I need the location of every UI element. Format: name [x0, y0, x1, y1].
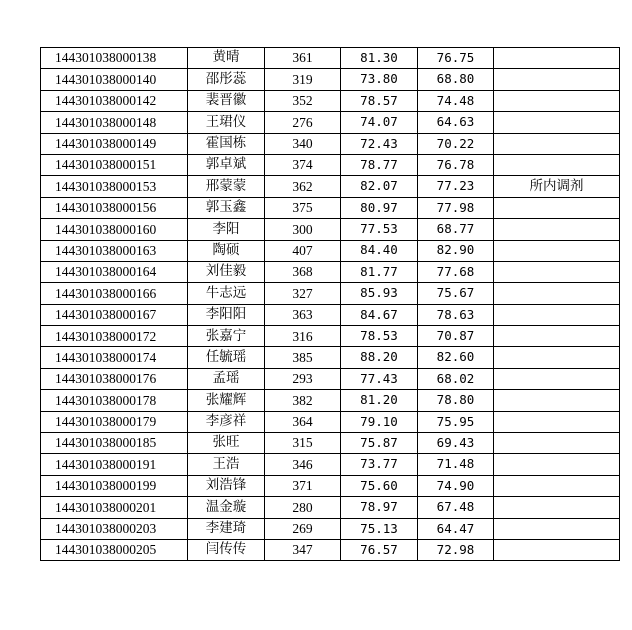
total-score-cell: 78.80: [418, 390, 494, 411]
table-row: [41, 154, 620, 175]
exam-score-cell: 346: [265, 454, 341, 475]
interview-score-cell: 78.57: [341, 90, 418, 111]
candidate-name-cell: 陶硕: [188, 240, 265, 261]
total-score-cell: 75.67: [418, 283, 494, 304]
remark-cell: [494, 304, 620, 325]
total-score-cell: 82.90: [418, 240, 494, 261]
exam-score-cell: 315: [265, 433, 341, 454]
total-score-cell: 64.47: [418, 518, 494, 539]
interview-score-cell: 77.43: [341, 368, 418, 389]
total-score-cell: 72.98: [418, 539, 494, 560]
total-score-cell: 68.77: [418, 219, 494, 240]
interview-score-cell: 81.77: [341, 261, 418, 282]
candidate-name-cell: 闫传传: [188, 539, 265, 560]
total-score-cell: 77.23: [418, 176, 494, 197]
interview-score-cell: 75.13: [341, 518, 418, 539]
interview-score-cell: 84.40: [341, 240, 418, 261]
candidate-name-cell: 王浩: [188, 454, 265, 475]
candidate-id-cell: 144301038000205: [41, 539, 188, 560]
interview-score-cell: 78.77: [341, 154, 418, 175]
candidate-id-cell: 144301038000153: [41, 176, 188, 197]
remark-cell: [494, 261, 620, 282]
remark-cell: [494, 219, 620, 240]
table-row: [41, 326, 620, 347]
remark-cell: [494, 197, 620, 218]
remark-cell: [494, 133, 620, 154]
candidate-id-cell: 144301038000138: [41, 48, 188, 69]
interview-score-cell: 73.77: [341, 454, 418, 475]
remark-cell: [494, 497, 620, 518]
table-row: [41, 69, 620, 90]
interview-score-cell: 81.20: [341, 390, 418, 411]
interview-score-cell: 78.53: [341, 326, 418, 347]
table-row: [41, 390, 620, 411]
candidate-name-cell: 王珺仪: [188, 112, 265, 133]
total-score-cell: 69.43: [418, 433, 494, 454]
table-row: [41, 48, 620, 69]
exam-score-cell: 316: [265, 326, 341, 347]
interview-score-cell: 79.10: [341, 411, 418, 432]
candidate-id-cell: 144301038000178: [41, 390, 188, 411]
candidate-name-cell: 张旺: [188, 433, 265, 454]
total-score-cell: 77.68: [418, 261, 494, 282]
interview-score-cell: 81.30: [341, 48, 418, 69]
total-score-cell: 64.63: [418, 112, 494, 133]
candidate-name-cell: 邵彤蕊: [188, 69, 265, 90]
candidate-id-cell: 144301038000164: [41, 261, 188, 282]
exam-score-cell: 327: [265, 283, 341, 304]
exam-score-cell: 269: [265, 518, 341, 539]
candidate-id-cell: 144301038000172: [41, 326, 188, 347]
candidate-name-cell: 牛志远: [188, 283, 265, 304]
exam-score-cell: 374: [265, 154, 341, 175]
total-score-cell: 67.48: [418, 497, 494, 518]
exam-score-cell: 363: [265, 304, 341, 325]
candidate-name-cell: 李建琦: [188, 518, 265, 539]
candidate-id-cell: 144301038000199: [41, 475, 188, 496]
exam-score-cell: 276: [265, 112, 341, 133]
interview-score-cell: 80.97: [341, 197, 418, 218]
candidate-id-cell: 144301038000185: [41, 433, 188, 454]
candidate-id-cell: 144301038000160: [41, 219, 188, 240]
interview-score-cell: 73.80: [341, 69, 418, 90]
candidate-name-cell: 邢蒙蒙: [188, 176, 265, 197]
candidate-id-cell: 144301038000166: [41, 283, 188, 304]
total-score-cell: 70.22: [418, 133, 494, 154]
candidate-id-cell: 144301038000156: [41, 197, 188, 218]
total-score-cell: 71.48: [418, 454, 494, 475]
candidate-name-cell: 任毓瑶: [188, 347, 265, 368]
interview-score-cell: 78.97: [341, 497, 418, 518]
remark-cell: [494, 518, 620, 539]
exam-score-cell: 293: [265, 368, 341, 389]
candidate-name-cell: 黄晴: [188, 48, 265, 69]
exam-score-cell: 352: [265, 90, 341, 111]
candidate-name-cell: 裴晋徽: [188, 90, 265, 111]
total-score-cell: 68.02: [418, 368, 494, 389]
exam-score-cell: 385: [265, 347, 341, 368]
candidate-id-cell: 144301038000167: [41, 304, 188, 325]
exam-score-cell: 371: [265, 475, 341, 496]
candidate-name-cell: 郭玉鑫: [188, 197, 265, 218]
remark-cell: [494, 90, 620, 111]
table-row: [41, 475, 620, 496]
candidate-name-cell: 霍国栋: [188, 133, 265, 154]
interview-score-cell: 72.43: [341, 133, 418, 154]
table-row: [41, 368, 620, 389]
candidate-name-cell: 李阳: [188, 219, 265, 240]
candidate-name-cell: 李阳阳: [188, 304, 265, 325]
remark-cell: [494, 475, 620, 496]
remark-cell: [494, 69, 620, 90]
interview-score-cell: 75.60: [341, 475, 418, 496]
interview-score-cell: 88.20: [341, 347, 418, 368]
remark-cell: [494, 112, 620, 133]
total-score-cell: 76.75: [418, 48, 494, 69]
table-row: [41, 347, 620, 368]
candidate-id-cell: 144301038000149: [41, 133, 188, 154]
interview-score-cell: 82.07: [341, 176, 418, 197]
exam-score-cell: 280: [265, 497, 341, 518]
total-score-cell: 74.48: [418, 90, 494, 111]
total-score-cell: 68.80: [418, 69, 494, 90]
table-row: [41, 261, 620, 282]
interview-score-cell: 84.67: [341, 304, 418, 325]
exam-score-cell: 375: [265, 197, 341, 218]
table-row: [41, 283, 620, 304]
candidate-id-cell: 144301038000163: [41, 240, 188, 261]
table-row: [41, 176, 620, 197]
table-row: [41, 411, 620, 432]
table-row: [41, 304, 620, 325]
exam-score-cell: 319: [265, 69, 341, 90]
exam-score-cell: 347: [265, 539, 341, 560]
exam-score-cell: 362: [265, 176, 341, 197]
table-row: [41, 219, 620, 240]
total-score-cell: 70.87: [418, 326, 494, 347]
candidate-id-cell: 144301038000140: [41, 69, 188, 90]
candidate-name-cell: 张嘉宁: [188, 326, 265, 347]
remark-cell: [494, 347, 620, 368]
remark-cell: [494, 154, 620, 175]
total-score-cell: 76.78: [418, 154, 494, 175]
candidate-name-cell: 温金璇: [188, 497, 265, 518]
remark-cell: [494, 433, 620, 454]
table-row: [41, 133, 620, 154]
candidate-name-cell: 张耀辉: [188, 390, 265, 411]
interview-score-cell: 75.87: [341, 433, 418, 454]
remark-cell: [494, 283, 620, 304]
candidate-name-cell: 郭卓斌: [188, 154, 265, 175]
candidate-id-cell: 144301038000201: [41, 497, 188, 518]
remark-cell: [494, 326, 620, 347]
exam-score-cell: 300: [265, 219, 341, 240]
candidate-name-cell: 孟瑶: [188, 368, 265, 389]
table-row: [41, 112, 620, 133]
remark-cell: [494, 411, 620, 432]
candidate-id-cell: 144301038000151: [41, 154, 188, 175]
interview-score-cell: 74.07: [341, 112, 418, 133]
candidate-id-cell: 144301038000148: [41, 112, 188, 133]
score-table-body: [41, 48, 620, 561]
candidate-id-cell: 144301038000174: [41, 347, 188, 368]
candidate-id-cell: 144301038000191: [41, 454, 188, 475]
candidate-name-cell: 李彦祥: [188, 411, 265, 432]
table-row: [41, 90, 620, 111]
table-row: [41, 497, 620, 518]
table-row: [41, 518, 620, 539]
candidate-id-cell: 144301038000179: [41, 411, 188, 432]
interview-score-cell: 77.53: [341, 219, 418, 240]
candidate-id-cell: 144301038000176: [41, 368, 188, 389]
remark-cell: [494, 454, 620, 475]
exam-score-cell: 340: [265, 133, 341, 154]
score-table: [40, 47, 620, 561]
exam-score-cell: 382: [265, 390, 341, 411]
table-row: [41, 197, 620, 218]
remark-cell: [494, 48, 620, 69]
table-row: [41, 454, 620, 475]
total-score-cell: 78.63: [418, 304, 494, 325]
total-score-cell: 77.98: [418, 197, 494, 218]
exam-score-cell: 361: [265, 48, 341, 69]
remark-cell: 所内调剂: [494, 176, 620, 197]
remark-cell: [494, 368, 620, 389]
remark-cell: [494, 539, 620, 560]
interview-score-cell: 76.57: [341, 539, 418, 560]
remark-cell: [494, 240, 620, 261]
remark-cell: [494, 390, 620, 411]
exam-score-cell: 407: [265, 240, 341, 261]
exam-score-cell: 368: [265, 261, 341, 282]
table-row: [41, 433, 620, 454]
total-score-cell: 75.95: [418, 411, 494, 432]
total-score-cell: 82.60: [418, 347, 494, 368]
candidate-name-cell: 刘浩锋: [188, 475, 265, 496]
exam-score-cell: 364: [265, 411, 341, 432]
interview-score-cell: 85.93: [341, 283, 418, 304]
candidate-id-cell: 144301038000142: [41, 90, 188, 111]
candidate-id-cell: 144301038000203: [41, 518, 188, 539]
candidate-name-cell: 刘佳毅: [188, 261, 265, 282]
table-row: [41, 539, 620, 560]
total-score-cell: 74.90: [418, 475, 494, 496]
table-row: [41, 240, 620, 261]
